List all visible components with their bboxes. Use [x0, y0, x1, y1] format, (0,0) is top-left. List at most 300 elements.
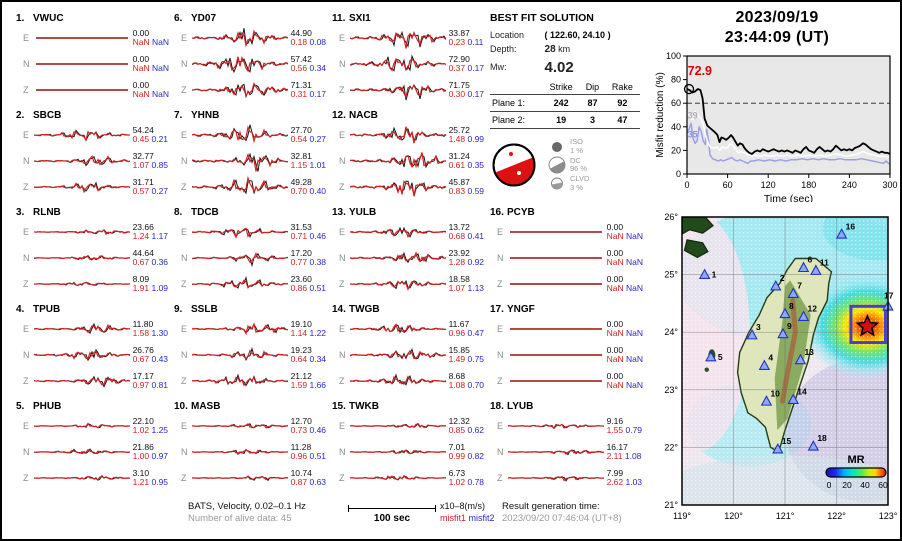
station-number: 18.: [490, 401, 504, 412]
component-label: E: [181, 33, 188, 43]
misfit1-value: 1.00: [132, 451, 150, 461]
component-label: N: [181, 253, 188, 263]
component-row-E: [12, 25, 170, 51]
misfit1-value: 0.30: [448, 89, 466, 99]
component-row-E: [328, 316, 486, 342]
waveform-trace: [350, 122, 446, 148]
misfit-values: [446, 249, 486, 268]
amplitude-value: 3.10: [132, 467, 150, 478]
amplitude-value: 0.00: [606, 247, 624, 258]
waveform-trace: [350, 174, 446, 200]
misfit1-value: 0.37: [448, 63, 466, 73]
plane1-dip: 87: [580, 95, 605, 112]
amplitude-value: 0.00: [606, 221, 624, 232]
component-row-N: [486, 245, 644, 271]
waveform-trace: [350, 148, 446, 174]
waveform-trace: [192, 219, 288, 245]
misfit-values: [446, 29, 486, 48]
amplitude-value: 21.12: [290, 370, 312, 381]
location-label: Location: [490, 30, 525, 40]
misfit2-value: 0.46: [307, 231, 327, 241]
station-column-3: [328, 10, 486, 495]
misfit-values: [446, 443, 486, 462]
plane2-label: Plane 2:: [490, 112, 542, 129]
misfit2-value: 0.82: [465, 451, 485, 461]
waveform-trace: [508, 413, 604, 439]
component-row-E: [170, 413, 328, 439]
component-row-Z: [328, 368, 486, 394]
component-row-N: [486, 439, 644, 465]
component-row-E: [486, 413, 644, 439]
plane1-rake: 92: [605, 95, 640, 112]
waveform-trace: [192, 413, 288, 439]
amplitude-value: 27.70: [290, 124, 312, 135]
component-label: N: [23, 253, 30, 263]
component-label: E: [23, 33, 30, 43]
event-time: 23:44:09 (UT): [724, 29, 830, 46]
amplitude-value: 7.01: [448, 441, 466, 452]
misfit-values: [130, 126, 170, 145]
station-header: [12, 204, 170, 219]
misfit1-value: NaN: [606, 354, 624, 364]
misfit2-value: 0.17: [465, 63, 485, 73]
station-block-PCYB: [486, 204, 644, 301]
amplitude-value: 25.72: [448, 124, 470, 135]
waveform-trace: [34, 465, 130, 491]
station-header: [328, 398, 486, 413]
misfit-values: [604, 346, 644, 365]
iso-label: ISO: [570, 137, 583, 146]
amplitude-value: 45.87: [448, 176, 470, 187]
component-row-Z: [328, 465, 486, 491]
amplitude-value: 23.66: [132, 221, 154, 232]
decomposition-legend: [548, 137, 589, 193]
amplitude-value: 33.87: [448, 27, 470, 38]
misfit1-value: 0.96: [448, 328, 466, 338]
misfit-values: [130, 469, 170, 488]
amplitude-unit-label: x10–8(m/s): [440, 501, 486, 511]
misfit2-value: 1.66: [307, 380, 327, 390]
station-map-label: 7: [797, 280, 802, 291]
label: 0: [675, 169, 681, 179]
misfit1-value: 1.21: [132, 477, 150, 487]
component-label: E: [497, 421, 504, 431]
waveform-trace: [192, 148, 288, 174]
station-map-label: 18: [817, 433, 827, 444]
component-label: E: [339, 33, 346, 43]
station-header: [328, 204, 486, 219]
misfit1-value: 0.18: [290, 37, 308, 47]
misfit2-value: 0.99: [465, 134, 485, 144]
misfit2-value: 0.95: [149, 477, 169, 487]
waveform-trace: [508, 342, 604, 368]
misfit-values: [130, 29, 170, 48]
amplitude-value: 0.00: [606, 370, 624, 381]
component-label: Z: [497, 279, 503, 289]
waveform-trace: [350, 51, 446, 77]
component-row-Z: [170, 368, 328, 394]
misfit-values: [130, 152, 170, 171]
component-label: N: [181, 447, 188, 457]
units-block: [440, 501, 495, 524]
station-code: YULB: [349, 207, 377, 218]
mw-value: 4.02: [544, 59, 574, 76]
station-block-LYUB: [486, 398, 644, 495]
station-block-MASB: [170, 398, 328, 495]
station-header: [170, 204, 328, 219]
waveform-trace: [192, 368, 288, 394]
station-header: [12, 398, 170, 413]
component-row-N: [328, 439, 486, 465]
station-code: PHUB: [33, 401, 62, 412]
station-number: 5.: [16, 401, 25, 412]
waveform-trace: [350, 245, 446, 271]
station-map-label: 12: [807, 303, 818, 314]
component-label: Z: [339, 279, 345, 289]
station-number: 10.: [174, 401, 188, 412]
misfit2-value: 0.27: [149, 186, 169, 196]
component-label: Z: [181, 85, 187, 95]
misfit-values: [446, 178, 486, 197]
misfit1-value: 0.61: [448, 160, 466, 170]
waveform-trace: [34, 25, 130, 51]
misfit1-value: 1.14: [290, 328, 308, 338]
plane1-label: Plane 1:: [490, 95, 542, 112]
misfit2-value: 0.62: [465, 425, 485, 435]
station-number: 15.: [332, 401, 346, 412]
misfit2-value: 0.97: [149, 451, 169, 461]
component-row-N: [12, 439, 170, 465]
col-strike: Strike: [542, 80, 580, 95]
component-row-Z: [170, 174, 328, 200]
dc-icon: [548, 156, 566, 174]
misfit-values: [288, 152, 328, 171]
misfit2-value: NaN: [623, 380, 643, 390]
station-block-NACB: [328, 107, 486, 204]
iso-icon: [548, 140, 566, 154]
misfit2-value: 0.79: [623, 425, 643, 435]
misfit-values: [446, 346, 486, 365]
waveform-trace: [34, 219, 130, 245]
amplitude-value: 18.58: [448, 273, 470, 284]
station-code: MASB: [191, 401, 221, 412]
misfit-values: [130, 443, 170, 462]
misfit-values: [604, 372, 644, 391]
waveform-trace: [350, 271, 446, 297]
amplitude-value: 22.10: [132, 415, 154, 426]
station-block-TWKB: [328, 398, 486, 495]
misfit-values: [604, 469, 644, 488]
misfit-values: [130, 417, 170, 436]
misfit2-value: 1.01: [307, 160, 327, 170]
misfit2-value: 0.85: [149, 160, 169, 170]
misfit1-value: 1.07: [448, 283, 466, 293]
best-fit-solution-panel: [490, 12, 648, 193]
component-row-E: [328, 413, 486, 439]
station-header: [170, 107, 328, 122]
depth-row: [490, 44, 648, 55]
station-header: [486, 301, 644, 316]
component-label: Z: [497, 473, 503, 483]
station-map-label: 3: [756, 322, 761, 333]
misfit1-value: 1.08: [448, 380, 466, 390]
component-row-Z: [12, 271, 170, 297]
dc-item: [548, 156, 589, 174]
y-axis-label: Misfit reduction (%): [655, 72, 666, 158]
station-map-label: 17: [884, 290, 894, 301]
dc-label: DC: [570, 155, 581, 165]
component-label: E: [23, 421, 30, 431]
label: 100: [665, 51, 681, 61]
label: 240: [841, 180, 857, 190]
misfit-values: [604, 443, 644, 462]
component-label: N: [497, 253, 504, 263]
label: 60: [670, 98, 681, 109]
station-header: [328, 301, 486, 316]
misfit1-value: 1.58: [132, 328, 150, 338]
component-label: N: [339, 350, 346, 360]
event-date: 2023/09/19: [735, 9, 819, 26]
misfit2-value: 0.34: [307, 63, 327, 73]
misfit1-value: 0.85: [448, 425, 466, 435]
mw-row: [490, 59, 648, 76]
amplitude-value: 31.71: [132, 176, 154, 187]
station-block-VWUC: [12, 10, 170, 107]
misfit-values: [288, 81, 328, 100]
misfit2-value: 1.13: [465, 283, 485, 293]
amplitude-value: 23.60: [290, 273, 312, 284]
misfit1-value: NaN: [132, 37, 150, 47]
annotation: 35: [687, 129, 698, 140]
misfit1-value: 1.49: [448, 354, 466, 364]
component-label: N: [339, 253, 346, 263]
station-number: 9.: [174, 304, 183, 315]
component-label: Z: [181, 376, 187, 386]
station-code: TWKB: [349, 401, 379, 412]
depth-label: Depth:: [490, 44, 517, 54]
component-row-Z: [12, 174, 170, 200]
misfit2-value: 1.25: [149, 425, 169, 435]
misfit-values: [604, 417, 644, 436]
misfit2-value: NaN: [623, 257, 643, 267]
misfit2-value: 0.43: [149, 354, 169, 364]
component-row-N: [12, 245, 170, 271]
amplitude-value: 0.00: [606, 318, 624, 329]
component-label: E: [339, 421, 346, 431]
misfit-values: [604, 275, 644, 294]
component-row-Z: [328, 77, 486, 103]
amplitude-value: 0.00: [132, 79, 150, 90]
event-datetime: [654, 8, 900, 48]
misfit2-value: 0.36: [149, 257, 169, 267]
component-row-E: [170, 316, 328, 342]
component-label: E: [497, 324, 504, 334]
component-label: Z: [497, 376, 503, 386]
station-map-label: 16: [845, 221, 856, 232]
misfit1-value: 0.56: [290, 63, 308, 73]
component-row-Z: [170, 77, 328, 103]
waveform-trace: [192, 342, 288, 368]
component-row-E: [12, 413, 170, 439]
misfit2-value: NaN: [623, 354, 643, 364]
station-header: [12, 10, 170, 25]
amplitude-value: 32.77: [132, 150, 154, 161]
station-map-label: 10: [770, 388, 780, 399]
misfit1-value: 1.59: [290, 380, 308, 390]
misfit2-value: 0.17: [307, 89, 327, 99]
misfit1-value: 0.96: [290, 451, 308, 461]
misfit2-value: 1.30: [149, 328, 169, 338]
waveform-trace: [34, 342, 130, 368]
plane2-dip: 3: [580, 112, 605, 129]
misfit1-value: 1.28: [448, 257, 466, 267]
label: 120: [760, 180, 776, 190]
amplitude-value: 0.00: [606, 273, 624, 284]
component-row-N: [328, 342, 486, 368]
misfit-values: [288, 178, 328, 197]
misfit1-value: 0.71: [290, 231, 308, 241]
component-row-N: [328, 51, 486, 77]
component-label: N: [23, 447, 30, 457]
amplitude-value: 0.00: [132, 27, 150, 38]
misfit-values: [288, 55, 328, 74]
lon-tick-label: 121°: [775, 511, 795, 521]
misfit2-value: 1.08: [622, 451, 642, 461]
misfit1-value: 1.55: [606, 425, 624, 435]
misfit-values: [130, 55, 170, 74]
misfit1-value: 0.54: [290, 134, 308, 144]
misfit2-value: 0.46: [307, 425, 327, 435]
lon-tick-label: 122°: [827, 511, 846, 521]
station-column-2: [170, 10, 328, 495]
misfit1-legend: misfit1: [440, 512, 467, 523]
misfit-values: [446, 223, 486, 242]
misfit-values: [130, 178, 170, 197]
misfit2-legend: misfit2: [468, 512, 495, 523]
waveform-trace: [508, 368, 604, 394]
mw-label: Mw:: [490, 61, 507, 72]
station-number: 2.: [16, 110, 25, 121]
amplitude-value: 31.53: [290, 221, 312, 232]
component-row-N: [170, 439, 328, 465]
colorbar-tick: 40: [860, 480, 870, 490]
clvd-label: CLVD: [570, 174, 590, 183]
filter-line: BATS, Velocity, 0.02–0.1 Hz: [188, 501, 306, 512]
lat-tick-label: 21°: [664, 500, 678, 510]
amplitude-value: 44.64: [132, 247, 154, 258]
data-description: [188, 501, 306, 524]
label: 60: [722, 180, 733, 190]
station-number: 11.: [332, 13, 346, 24]
misfit2-value: 0.63: [307, 477, 327, 487]
waveform-trace: [192, 51, 288, 77]
misfit-values: [288, 126, 328, 145]
station-number: 16.: [490, 207, 504, 218]
station-map-label: 8: [789, 300, 794, 311]
misfit1-value: NaN: [606, 328, 624, 338]
amplitude-value: 32.81: [290, 150, 312, 161]
station-block-PHUB: [12, 398, 170, 495]
waveform-trace: [350, 219, 446, 245]
misfit-values: [604, 223, 644, 242]
misfit-values: [446, 275, 486, 294]
waveform-trace: [350, 368, 446, 394]
misfit1-value: NaN: [606, 231, 624, 241]
waveform-trace: [350, 77, 446, 103]
misfit1-value: NaN: [606, 380, 624, 390]
station-code: SXI1: [349, 13, 371, 24]
lat-tick-label: 26°: [664, 212, 678, 222]
misfit-values: [446, 55, 486, 74]
amplitude-value: 71.31: [290, 79, 312, 90]
component-label: E: [181, 227, 188, 237]
station-number: 1.: [16, 13, 25, 24]
station-code: RLNB: [33, 207, 61, 218]
station-map-label: 1: [711, 269, 717, 280]
component-label: Z: [23, 376, 29, 386]
waveform-trace: [350, 439, 446, 465]
misfit1-value: 0.45: [132, 134, 150, 144]
waveform-trace: [34, 122, 130, 148]
misfit-values: [446, 417, 486, 436]
plane1-strike: 242: [542, 95, 580, 112]
station-number: 14.: [332, 304, 346, 315]
station-map-label: 4: [768, 352, 774, 363]
component-row-N: [170, 51, 328, 77]
misfit1-value: 0.83: [448, 186, 466, 196]
amplitude-value: 0.00: [132, 53, 150, 64]
lon-tick-label: 123°: [878, 511, 898, 521]
misfit-values: [446, 320, 486, 339]
component-label: E: [497, 227, 504, 237]
amplitude-value: 19.23: [290, 344, 312, 355]
alive-data-line: Number of alive data: 45: [188, 512, 292, 524]
station-map-label: 5: [717, 351, 723, 362]
misfit1-value: 0.31: [290, 89, 308, 99]
station-map-label: 6: [807, 254, 813, 265]
component-label: N: [23, 156, 30, 166]
component-label: E: [23, 227, 30, 237]
label: 20: [670, 145, 681, 156]
station-block-SXI1: [328, 10, 486, 107]
depth-value: 28: [544, 44, 556, 55]
waveform-trace: [34, 174, 130, 200]
station-number: 8.: [174, 207, 183, 218]
amplitude-value: 26.76: [132, 344, 154, 355]
best-fit-title: BEST FIT SOLUTION: [490, 12, 594, 24]
station-block-YULB: [328, 204, 486, 301]
component-row-E: [170, 122, 328, 148]
station-block-RLNB: [12, 204, 170, 301]
component-row-N: [12, 148, 170, 174]
component-row-N: [170, 148, 328, 174]
x-axis-label: Time (sec): [763, 193, 814, 202]
component-label: Z: [23, 473, 29, 483]
misfit1-value: 0.70: [290, 186, 308, 196]
component-row-E: [328, 219, 486, 245]
misfit2-value: 0.75: [465, 354, 485, 364]
nodal-planes-table: [490, 80, 640, 129]
misfit-values: [130, 223, 170, 242]
misfit1-value: 1.24: [132, 231, 150, 241]
component-row-Z: [328, 271, 486, 297]
station-code: VWUC: [33, 13, 64, 24]
iso-item: [548, 138, 589, 155]
station-header: [486, 204, 644, 219]
station-code: PCYB: [507, 207, 535, 218]
misfit2-value: 0.41: [465, 231, 485, 241]
component-row-N: [486, 342, 644, 368]
